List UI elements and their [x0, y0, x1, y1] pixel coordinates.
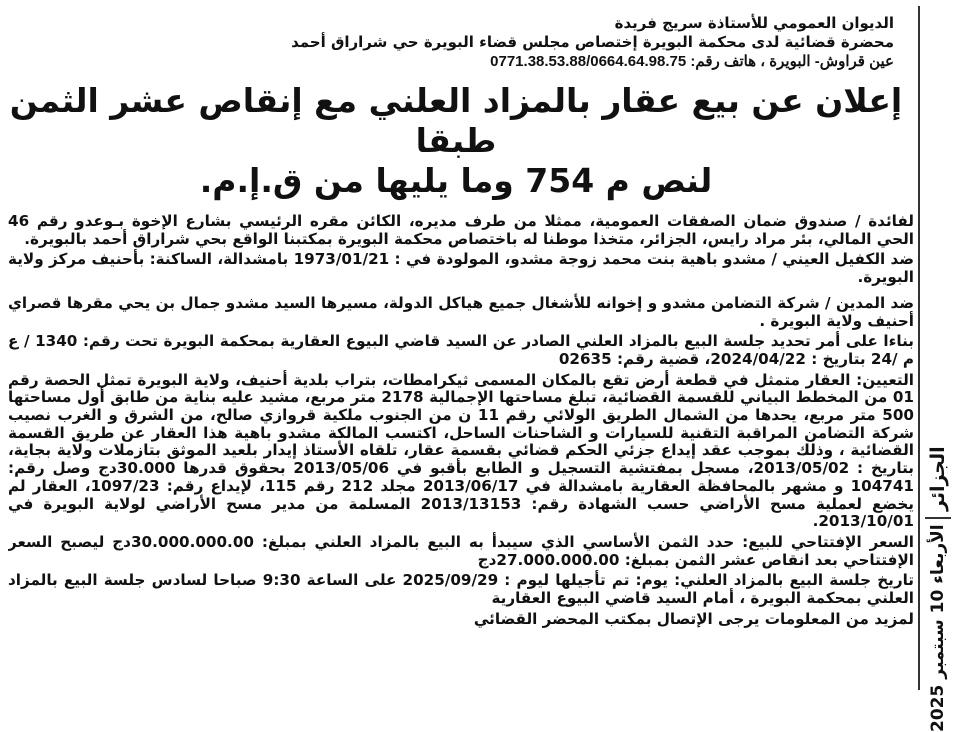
auction-session-paragraph: تاريخ جلسة البيع بالمزاد العلني: يوم: تم تأجيلها ليوم : 2025/09/29 على الساعة 9:30 صباحا لسادس جلسة البيع بالمزاد العلني بمحكمة البويرة ، أمام السيد قاضي البيوع العقارية	[8, 571, 914, 608]
notice-title-line-2: لنص م 754 وما يليها من ق.إ.م.	[199, 161, 713, 200]
court-order-paragraph: بناءا على أمر تحديد جلسة البيع بالمزاد العلني الصادر عن السيد قاضي البيوع العقارية بمحكمة البويرة تحت رقم: 1340 / ع م /24 بتاريخ : 2024/04/22، قضية رقم: 02635	[8, 332, 914, 368]
bailiff-office-header	[8, 14, 894, 71]
office-name: الديوان العمومي للأستاذة سريج فريدة	[614, 14, 894, 32]
issue-date: الأربعاء 10 سبتمبر 2025	[928, 524, 948, 732]
debtor-paragraph: ضد المدين / شركة التضامن مشدو و إخوانه للأشغال جميع هياكل الدولة، مسيرها السيد مشدو جمال بن يحي مقرها قصراي أحنيف ولاية البويرة .	[8, 293, 914, 330]
guarantor-paragraph: ضد الكفيل العيني / مشدو باهية بنت محمد زوجة مشدو، المولودة في : 1973/01/21 بامشدالة، الساكنة: بأحنيف مركز ولاية البويرة.	[8, 250, 914, 287]
beneficiary-paragraph: لفائدة / صندوق ضمان الصفقات العمومية، ممثلا من طرف مديره، الكائن مقره الرئيسي بشارع الإخوة بـوعدو رقم 46 الحي المالي، بئر مراد رايس، الجزائر، متخذا موطنا له باختصاص محكمة البويرة بمكتبنا الواقع بحي شراراق أحمد بالبويرة.	[8, 212, 914, 248]
side-strip-text	[922, 446, 954, 732]
office-address-phone: عين قراوش- البويرة ، هاتف رقم: 0771.38.53.88/0664.64.98.75	[490, 53, 894, 70]
notice-body	[8, 213, 914, 628]
auction-notice	[8, 6, 914, 690]
notice-title-line-1: إعلان عن بيع عقار بالمزاد العلني مع إنقاص عشر الثمن طبقا	[9, 81, 903, 160]
property-designation-paragraph: التعيين: العقار متمثل في قطعة أرض تقع بالمكان المسمى ثيكرامطات، بتراب بلدية أحنيف، ولاية البويرة تمثل الحصة رقم 01 من المخطط البياني للقسمة القضائية، تبلغ مساحتها الإجمالية 2178 متر مربع، مشيد عليه بناية من طابق أول مساحتها 500 متر مربع، يحدها من الشمال الطريق الولائي رقم 11 ن من الجنوب ملكية قروازي صالح، من الشرق و الغرب نصيب شركة التضامن المراقبة التقنية للسيارات و الشاحنات الساحل، اكتسب المالكة مشدو باهية هذا العقار عن طريق القسمة القضائية ، وذلك بموجب عقد إيداع جزئي الحكم قضائي بقسمة عقار، تلقاه الأستاذ إيدار بلعيد الموثق بتازملات ولاية بجاية، بتاريخ : 2013/05/02، مسجل بمفتشية التسجيل و الطابع بأقبو في 2013/05/06 بحقوق قدرها 30.000دج وصل رقم: 104741 و مشهر بالمحافظة العقارية بامشدالة في 2013/06/17 مجلد 212 رقم 115، لإيداع رقم: 1097/23، العقار لم يخضع لعملية مسح الأراضي حسب الشهادة رقم: 2013/13153 المسلمة من مدير مسح الأراضي لولاية البويرة في 2013/10/01.	[8, 370, 914, 531]
opening-price-paragraph: السعر الإفتتاحي للبيع: حدد الثمن الأساسي الذي سيبدأ به البيع بالمزاد العلني بمبلغ: 30.000.000.00دج ليصبح السعر الإفتتاحي بعد انقاص عشر الثمن بمبلغ: 27.000.000.00دج	[8, 532, 914, 569]
newspaper-side-strip	[918, 6, 956, 732]
newspaper-name: الجزائر	[925, 446, 951, 519]
office-jurisdiction: محضرة قضائية لدى محكمة البويرة إختصاص مجلس قضاء البويرة حي شراراق أحمد	[291, 33, 894, 51]
contact-paragraph: لمزيد من المعلومات يرجى الإتصال بمكتب المحضر القضائي	[473, 609, 914, 628]
notice-title	[8, 81, 914, 201]
